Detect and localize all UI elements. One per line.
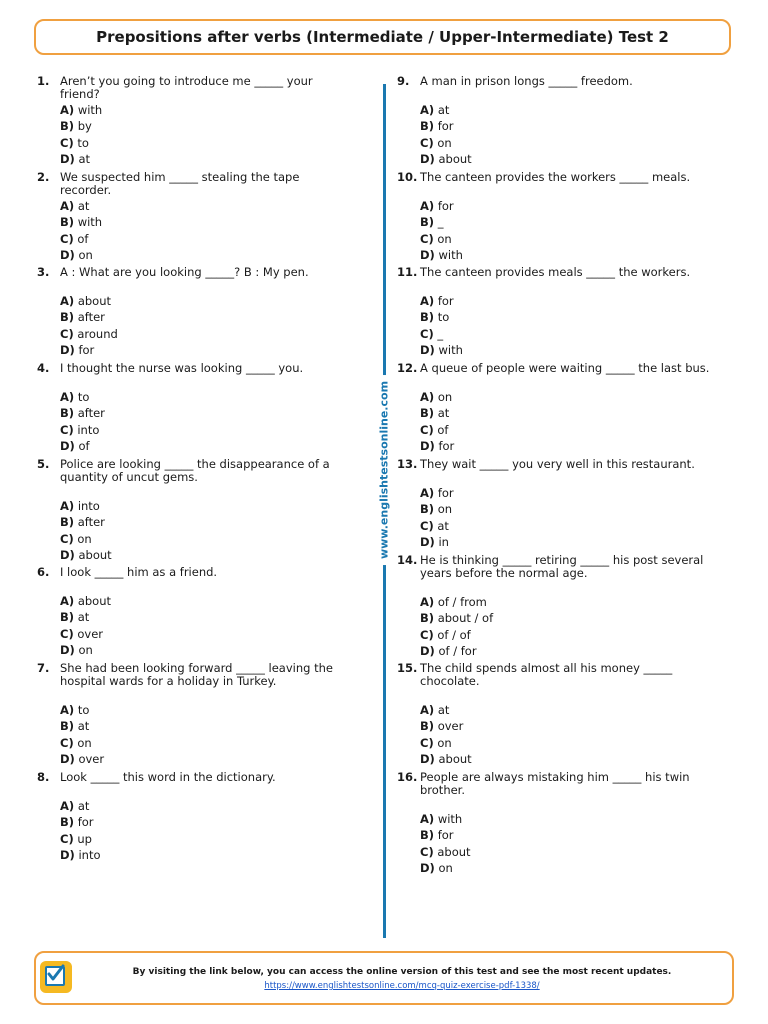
option-text: up <box>77 831 92 846</box>
option-text: to <box>77 135 89 150</box>
question-number: 1. <box>37 74 50 88</box>
option-text: for <box>437 294 454 308</box>
checkmark-icon <box>45 964 65 984</box>
question-text: The canteen provides meals _____ the workers. <box>420 265 691 279</box>
option-text: for <box>437 199 454 213</box>
answer-options <box>60 593 111 659</box>
answer-option[interactable] <box>420 247 463 263</box>
question-number: 4. <box>37 361 50 375</box>
option-text: for <box>437 828 454 843</box>
answer-option[interactable] <box>420 309 463 325</box>
option-letter: B) <box>420 310 435 325</box>
question-number: 16. <box>397 770 418 784</box>
answer-option[interactable] <box>420 102 472 118</box>
option-text: into <box>77 422 100 437</box>
answer-options <box>420 198 463 264</box>
option-letter: B) <box>420 611 435 626</box>
option-letter: C) <box>60 422 74 437</box>
option-letter: C) <box>60 626 74 641</box>
footer-link[interactable]: https://www.englishtestsonline.com/mcq-quiz-exercise-pdf-1338/ <box>264 981 540 991</box>
option-text: of / for <box>438 644 477 659</box>
question-text: Aren’t you going to introduce me _____ your friend? <box>60 74 313 101</box>
answer-option[interactable] <box>420 342 463 358</box>
option-letter: A) <box>420 390 435 404</box>
answer-option[interactable] <box>420 422 454 438</box>
option-text: on <box>78 248 93 263</box>
option-text: after <box>77 310 105 325</box>
answer-option[interactable] <box>60 326 118 342</box>
answer-option[interactable] <box>60 798 101 814</box>
question-text: They wait _____ you very well in this restaurant. <box>420 457 695 471</box>
answer-option[interactable] <box>420 214 463 230</box>
option-letter: A) <box>420 103 435 117</box>
option-letter: B) <box>420 502 435 517</box>
answer-option[interactable] <box>420 702 472 718</box>
option-text: at <box>77 799 90 813</box>
option-text: over <box>78 752 105 767</box>
option-letter: A) <box>420 595 435 609</box>
option-text: on <box>78 643 93 658</box>
option-letter: C) <box>60 831 74 846</box>
answer-option[interactable] <box>420 231 463 247</box>
option-text: over <box>77 626 104 641</box>
option-letter: D) <box>60 152 75 167</box>
footer-box <box>34 951 734 1005</box>
option-text: at <box>437 703 450 717</box>
answer-option[interactable] <box>420 501 454 517</box>
answer-option[interactable] <box>60 342 118 358</box>
option-letter: D) <box>420 752 435 767</box>
option-text: on <box>437 502 453 517</box>
question-text: He is thinking _____ retiring _____ his post several years before the normal age. <box>420 553 704 580</box>
option-text: on <box>438 861 453 876</box>
option-letter: B) <box>60 610 75 625</box>
question-text: Police are looking _____ the disappearance of a quantity of uncut gems. <box>60 457 330 484</box>
option-letter: B) <box>60 310 75 325</box>
answer-option[interactable] <box>420 438 454 454</box>
option-letter: D) <box>420 644 435 659</box>
option-text: into <box>77 499 100 513</box>
answer-option[interactable] <box>60 214 102 230</box>
answer-options <box>420 594 493 660</box>
option-letter: A) <box>60 199 75 213</box>
answer-options <box>60 389 105 455</box>
option-text: for <box>437 119 454 134</box>
option-letter: A) <box>60 294 75 308</box>
question-number: 2. <box>37 170 50 184</box>
footer-text: By visiting the link below, you can access the online version of this test and see the most recent updates. <box>132 967 672 977</box>
option-text: about <box>438 752 472 767</box>
option-text: on <box>77 531 92 546</box>
answer-option[interactable] <box>60 702 104 718</box>
answer-option[interactable] <box>60 847 101 863</box>
option-letter: A) <box>420 294 435 308</box>
question-number: 10. <box>397 170 418 184</box>
option-text: into <box>78 848 101 863</box>
option-letter: B) <box>420 119 435 134</box>
option-text: with <box>438 343 463 358</box>
answer-option[interactable] <box>420 594 493 610</box>
option-text: at <box>78 152 91 167</box>
option-letter: B) <box>60 719 75 734</box>
option-text: _ <box>437 215 444 230</box>
answer-option[interactable] <box>420 627 493 643</box>
answer-option[interactable] <box>60 135 102 151</box>
checkbox-icon <box>40 961 72 993</box>
answer-option[interactable] <box>420 610 493 626</box>
answer-option[interactable] <box>60 389 105 405</box>
answer-option[interactable] <box>60 231 102 247</box>
option-text: on <box>437 135 452 150</box>
option-letter: A) <box>420 199 435 213</box>
question-number: 15. <box>397 661 418 675</box>
answer-option[interactable] <box>60 514 112 530</box>
question-number: 7. <box>37 661 50 675</box>
checkbox-inner <box>45 966 65 986</box>
option-text: at <box>437 518 449 533</box>
option-text: about <box>78 548 112 563</box>
option-text: at <box>77 610 90 625</box>
option-text: at <box>77 199 90 213</box>
option-letter: B) <box>420 215 435 230</box>
answer-option[interactable] <box>420 326 463 342</box>
answer-option[interactable] <box>420 811 471 827</box>
answer-option[interactable] <box>60 293 118 309</box>
answer-option[interactable] <box>420 135 472 151</box>
answer-options <box>420 293 463 359</box>
option-letter: B) <box>420 828 435 843</box>
answer-option[interactable] <box>420 643 493 659</box>
option-text: with <box>77 215 103 230</box>
question-text: We suspected him _____ stealing the tape recorder. <box>60 170 300 197</box>
answer-options <box>60 498 112 564</box>
option-letter: D) <box>420 343 435 358</box>
answer-option[interactable] <box>60 735 104 751</box>
option-letter: D) <box>60 439 75 454</box>
option-letter: D) <box>60 248 75 263</box>
answer-options <box>60 198 102 264</box>
option-text: by <box>77 119 92 134</box>
answer-options <box>60 798 101 864</box>
option-letter: D) <box>420 535 435 550</box>
answer-option[interactable] <box>60 102 102 118</box>
answer-options <box>60 293 118 359</box>
answer-option[interactable] <box>60 198 102 214</box>
option-letter: D) <box>60 848 75 863</box>
question-number: 13. <box>397 457 418 471</box>
answer-options <box>420 811 471 877</box>
option-letter: A) <box>60 390 75 404</box>
answer-option[interactable] <box>60 547 112 563</box>
option-text: about / of <box>437 611 494 626</box>
option-letter: C) <box>60 735 74 750</box>
option-text: over <box>437 719 464 734</box>
answer-option[interactable] <box>60 609 111 625</box>
option-letter: B) <box>60 515 75 530</box>
answer-option[interactable] <box>60 751 104 767</box>
option-letter: C) <box>420 518 434 533</box>
answer-options <box>420 102 472 168</box>
option-letter: D) <box>420 248 435 263</box>
option-text: of / from <box>437 595 487 609</box>
answer-option[interactable] <box>60 531 112 547</box>
option-text: at <box>437 103 450 117</box>
answer-option[interactable] <box>420 293 463 309</box>
option-letter: A) <box>60 594 75 608</box>
option-text: of <box>78 439 90 454</box>
option-text: to <box>437 310 450 325</box>
option-letter: C) <box>420 231 434 246</box>
answer-option[interactable] <box>60 831 101 847</box>
option-letter: B) <box>60 815 75 830</box>
option-letter: A) <box>60 103 75 117</box>
answer-option[interactable] <box>60 593 111 609</box>
question-number: 12. <box>397 361 418 375</box>
option-text: of <box>77 231 89 246</box>
option-letter: C) <box>420 135 434 150</box>
answer-option[interactable] <box>420 389 454 405</box>
answer-options <box>420 485 454 551</box>
option-letter: A) <box>420 703 435 717</box>
page-title: Prepositions after verbs (Intermediate / Upper-Intermediate) Test 2 <box>96 28 669 46</box>
option-text: for <box>78 343 95 358</box>
option-letter: D) <box>60 548 75 563</box>
answer-option[interactable] <box>420 751 472 767</box>
answer-option[interactable] <box>60 438 105 454</box>
answer-option[interactable] <box>60 642 111 658</box>
answer-option[interactable] <box>420 718 472 734</box>
question-number: 8. <box>37 770 50 784</box>
option-text: on <box>437 390 453 404</box>
option-text: on <box>77 735 92 750</box>
option-letter: A) <box>420 812 435 826</box>
question-text: A man in prison longs _____ freedom. <box>420 74 633 88</box>
answer-option[interactable] <box>420 735 472 751</box>
watermark: www.englishtestsonline.com <box>376 375 393 565</box>
option-letter: C) <box>60 326 74 341</box>
option-text: on <box>437 735 452 750</box>
option-letter: B) <box>60 119 75 134</box>
question-text: I thought the nurse was looking _____ you. <box>60 361 304 375</box>
option-text: to <box>77 390 90 404</box>
option-letter: C) <box>420 627 434 642</box>
option-letter: D) <box>60 752 75 767</box>
answer-option[interactable] <box>420 118 472 134</box>
answer-option[interactable] <box>420 827 471 843</box>
option-letter: B) <box>420 406 435 421</box>
option-text: of <box>437 422 449 437</box>
option-letter: B) <box>60 406 75 421</box>
answer-option[interactable] <box>60 151 102 167</box>
question-text: Look _____ this word in the dictionary. <box>60 770 276 784</box>
title-box <box>34 19 731 55</box>
question-number: 9. <box>397 74 410 88</box>
question-text: A queue of people were waiting _____ the last bus. <box>420 361 710 375</box>
option-letter: C) <box>60 135 74 150</box>
option-text: of / of <box>437 627 471 642</box>
answer-option[interactable] <box>420 151 472 167</box>
option-text: at <box>437 406 450 421</box>
option-letter: A) <box>420 486 435 500</box>
answer-option[interactable] <box>420 485 454 501</box>
option-letter: D) <box>420 861 435 876</box>
answer-option[interactable] <box>60 718 104 734</box>
question-text: She had been looking forward _____ leaving the hospital wards for a holiday in Turkey. <box>60 661 333 688</box>
option-text: _ <box>437 326 444 341</box>
option-letter: A) <box>60 499 75 513</box>
answer-option[interactable] <box>420 405 454 421</box>
answer-options <box>60 102 102 168</box>
option-text: in <box>438 535 449 550</box>
answer-option[interactable] <box>60 309 118 325</box>
question-text: The canteen provides the workers _____ meals. <box>420 170 691 184</box>
option-letter: C) <box>420 326 434 341</box>
answer-options <box>60 702 104 768</box>
question-text: The child spends almost all his money _____ chocolate. <box>420 661 673 688</box>
option-text: with <box>437 812 463 826</box>
option-letter: B) <box>60 215 75 230</box>
option-text: for <box>437 486 454 500</box>
option-text: after <box>77 406 105 421</box>
answer-options <box>420 702 472 768</box>
option-text: about <box>77 594 111 608</box>
option-letter: C) <box>420 844 434 859</box>
answer-option[interactable] <box>420 844 471 860</box>
question-number: 3. <box>37 265 50 279</box>
option-text: at <box>77 719 90 734</box>
option-text: with <box>77 103 103 117</box>
option-text: for <box>77 815 94 830</box>
option-text: on <box>437 231 452 246</box>
option-letter: D) <box>420 152 435 167</box>
option-letter: B) <box>420 719 435 734</box>
option-letter: C) <box>420 735 434 750</box>
question-number: 14. <box>397 553 418 567</box>
answer-option[interactable] <box>60 422 105 438</box>
option-letter: C) <box>420 422 434 437</box>
answer-option[interactable] <box>60 247 102 263</box>
option-text: about <box>438 152 472 167</box>
answer-options <box>420 389 454 455</box>
option-letter: C) <box>60 531 74 546</box>
option-text: for <box>438 439 455 454</box>
answer-option[interactable] <box>60 118 102 134</box>
answer-option[interactable] <box>60 498 112 514</box>
answer-option[interactable] <box>420 860 471 876</box>
option-letter: D) <box>420 439 435 454</box>
answer-option[interactable] <box>60 405 105 421</box>
option-text: after <box>77 515 105 530</box>
answer-option[interactable] <box>420 518 454 534</box>
option-letter: D) <box>60 343 75 358</box>
option-letter: A) <box>60 703 75 717</box>
question-number: 11. <box>397 265 418 279</box>
question-number: 6. <box>37 565 50 579</box>
answer-option[interactable] <box>60 626 111 642</box>
question-number: 5. <box>37 457 50 471</box>
question-text: I look _____ him as a friend. <box>60 565 218 579</box>
option-text: to <box>77 703 90 717</box>
question-text: A : What are you looking _____? B : My pen. <box>60 265 309 279</box>
answer-option[interactable] <box>420 534 454 550</box>
option-letter: D) <box>60 643 75 658</box>
option-text: about <box>437 844 471 859</box>
question-text: People are always mistaking him _____ his twin brother. <box>420 770 690 797</box>
option-text: around <box>77 326 118 341</box>
option-text: about <box>77 294 111 308</box>
answer-option[interactable] <box>420 198 463 214</box>
option-letter: C) <box>60 231 74 246</box>
option-letter: A) <box>60 799 75 813</box>
option-text: with <box>438 248 463 263</box>
answer-option[interactable] <box>60 814 101 830</box>
